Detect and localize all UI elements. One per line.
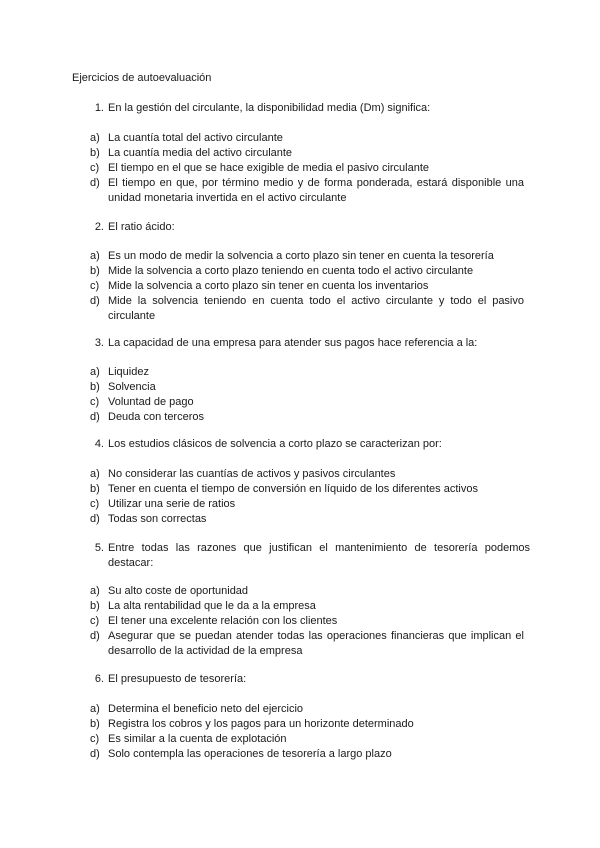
option-text: El tener una excelente relación con los clientes [108,615,338,627]
question-text: El presupuesto de tesorería: [108,673,247,685]
question-text: Los estudios clásicos de solvencia a corto plazo se caracterizan por: [108,438,442,450]
document-title: Ejercicios de autoevaluación [72,72,212,84]
option-text: Es similar a la cuenta de explotación [108,733,287,745]
options-list-6 [90,702,524,762]
option-letter: d) [90,295,100,307]
option-text: La cuantía total del activo circulante [108,132,283,144]
option-text: Asegurar que se puedan atender todas las operaciones financieras que implican el desarrollo de la actividad de la empresa [108,630,524,657]
option-text: No considerar las cuantías de activos y pasivos circulantes [108,468,396,480]
option-letter: d) [90,411,100,423]
option-letter: c) [90,498,100,510]
options-list-2 [90,249,524,324]
option-text: Es un modo de medir la solvencia a corto plazo sin tener en cuenta la tesorería [108,250,494,262]
question-text: Entre todas las razones que justifican el mantenimiento de tesorería podemos destacar: [108,542,530,569]
option-a [90,702,524,717]
option-text: La cuantía media del activo circulante [108,147,293,159]
option-text: Voluntad de pago [108,396,194,408]
option-letter: b) [90,483,100,495]
option-letter: b) [90,600,100,612]
options-list-3 [90,365,524,425]
option-text: El tiempo en el que se hace exigible de media el pasivo circulante [108,162,430,174]
option-letter: a) [90,132,100,144]
option-letter: d) [90,748,100,760]
option-text: Solo contempla las operaciones de tesorería a largo plazo [108,748,392,760]
option-c [90,395,524,410]
option-b [90,599,524,614]
option-letter: b) [90,265,100,277]
question-text: En la gestión del circulante, la disponibilidad media (Dm) significa: [108,102,431,114]
question-1 [90,101,530,116]
option-c [90,732,524,747]
options-list-1 [90,131,524,206]
question-number: 1. [94,102,104,114]
question-4 [90,437,530,452]
option-letter: a) [90,366,100,378]
option-text: Tener en cuenta el tiempo de conversión en líquido de los diferentes activos [108,483,478,495]
option-text: Su alto coste de oportunidad [108,585,249,597]
question-number: 6. [94,673,104,685]
option-text: Mide la solvencia teniendo en cuenta todo el activo circulante y todo el pasivo circulante [108,295,524,322]
question-number: 2. [94,221,104,233]
option-letter: c) [90,733,100,745]
option-text: Utilizar una serie de ratios [108,498,236,510]
option-a [90,467,524,482]
question-number: 4. [94,438,104,450]
option-text: Solvencia [108,381,156,393]
option-text: Registra los cobros y los pagos para un horizonte determinado [108,718,414,730]
option-d [90,176,524,206]
option-c [90,497,524,512]
option-a [90,365,524,380]
option-b [90,380,524,395]
option-d [90,629,524,659]
option-c [90,161,524,176]
option-letter: c) [90,162,100,174]
question-6 [90,672,530,687]
option-letter: b) [90,381,100,393]
option-d [90,410,524,425]
option-b [90,482,524,497]
question-text: La capacidad de una empresa para atender sus pagos hace referencia a la: [108,337,478,349]
option-letter: c) [90,280,100,292]
option-text: Determina el beneficio neto del ejercicio [108,703,304,715]
option-text: El tiempo en que, por término medio y de forma ponderada, estará disponible una unidad monetaria invertida en el activo circulante [108,177,524,204]
option-c [90,614,524,629]
option-d [90,512,524,527]
option-letter: c) [90,396,100,408]
option-b [90,146,524,161]
option-letter: a) [90,703,100,715]
option-a [90,249,524,264]
options-list-5 [90,584,524,659]
question-number: 3. [94,337,104,349]
question-3 [90,336,530,351]
option-letter: b) [90,147,100,159]
question-5 [90,541,530,571]
option-a [90,584,524,599]
option-text: Mide la solvencia a corto plazo teniendo en cuenta todo el activo circulante [108,265,474,277]
option-d [90,294,524,324]
option-text: Todas son correctas [108,513,207,525]
option-b [90,717,524,732]
option-letter: a) [90,468,100,480]
option-c [90,279,524,294]
option-letter: b) [90,718,100,730]
option-text: La alta rentabilidad que le da a la empresa [108,600,316,612]
option-a [90,131,524,146]
option-b [90,264,524,279]
option-letter: a) [90,250,100,262]
option-text: Deuda con terceros [108,411,204,423]
option-letter: d) [90,177,100,189]
question-2 [90,220,530,235]
question-text: El ratio ácido: [108,221,175,233]
option-text: Mide la solvencia a corto plazo sin tener en cuenta los inventarios [108,280,429,292]
option-d [90,747,524,762]
option-text: Liquidez [108,366,149,378]
option-letter: a) [90,585,100,597]
option-letter: d) [90,513,100,525]
question-number: 5. [94,542,104,554]
options-list-4 [90,467,524,527]
option-letter: d) [90,630,100,642]
option-letter: c) [90,615,100,627]
